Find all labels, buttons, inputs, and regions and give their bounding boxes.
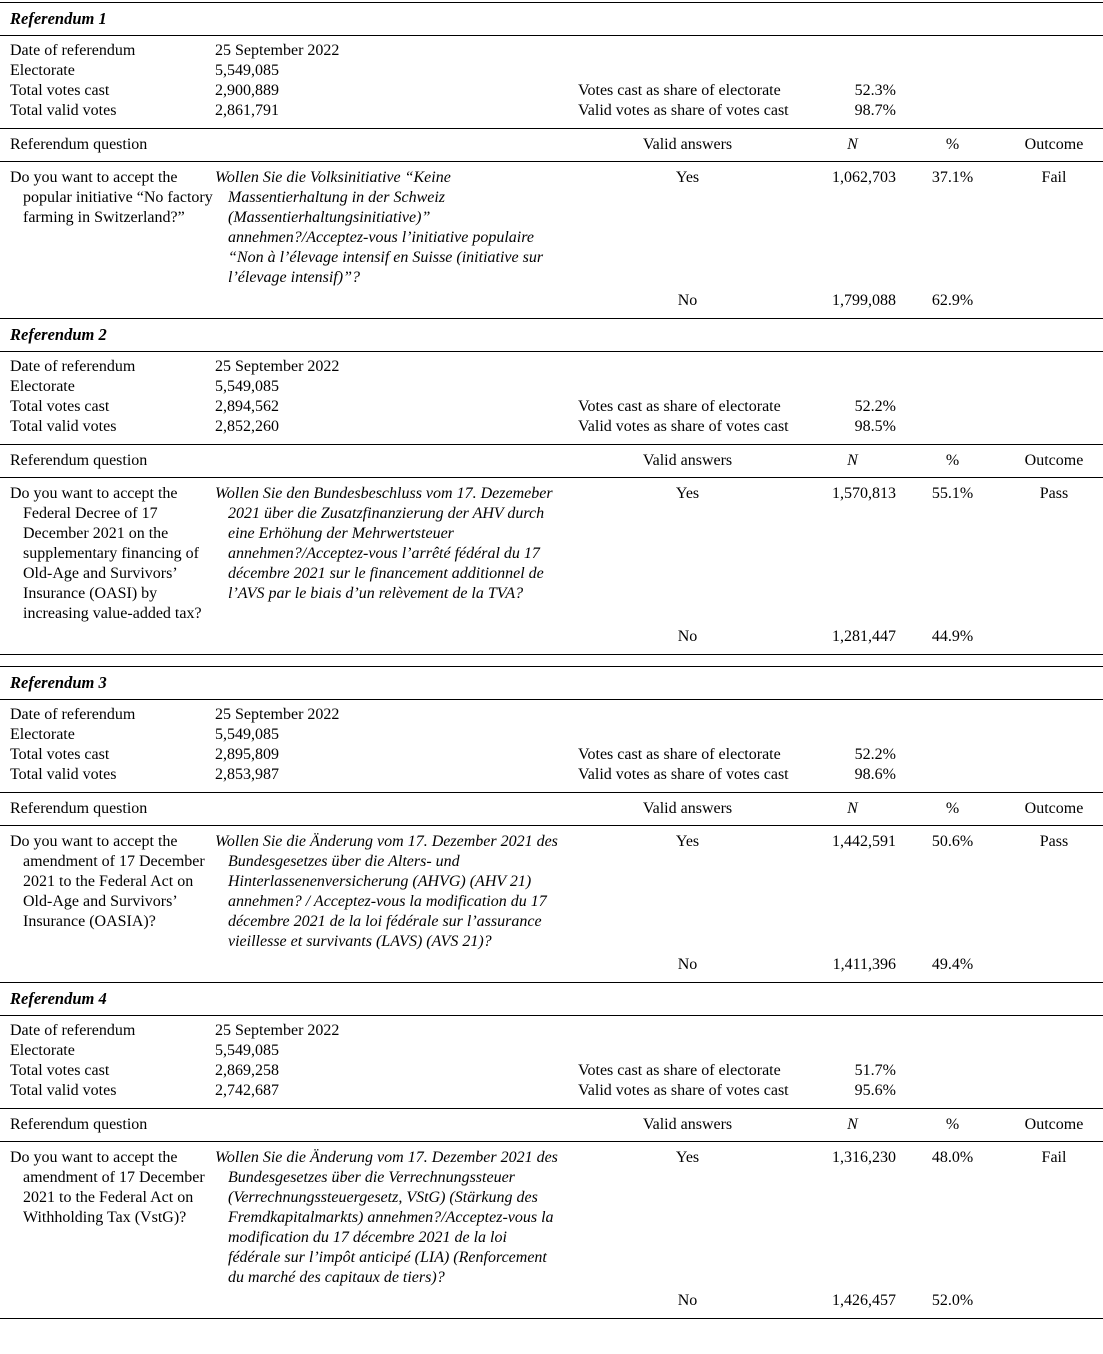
referendum-3 <box>0 666 1103 982</box>
total-valid-votes-label: Total valid votes <box>10 418 117 435</box>
valid-votes-share-value: 98.7% <box>854 102 896 119</box>
question-block <box>0 478 1103 654</box>
question-block <box>0 1142 1103 1318</box>
valid-answers-column-header: Valid answers <box>642 452 733 469</box>
document-bottom-rule <box>0 1318 1103 1319</box>
votes-cast-share-label: Votes cast as share of electorate <box>578 398 781 415</box>
section-title: Referendum 1 <box>10 9 107 28</box>
total-valid-votes-value: 2,861,791 <box>215 102 279 119</box>
percent-column-header: % <box>945 800 960 817</box>
electorate-label: Electorate <box>10 726 75 743</box>
total-votes-cast-value: 2,869,258 <box>215 1062 279 1079</box>
votes-cast-share-value: 52.3% <box>854 82 896 99</box>
no-count: 1,281,447 <box>832 628 896 645</box>
no-percent: 52.0% <box>931 1292 974 1309</box>
valid-answers-column-header: Valid answers <box>642 136 733 153</box>
section-stats <box>0 36 1103 128</box>
section-stats <box>0 700 1103 792</box>
section-stats <box>0 1016 1103 1108</box>
n-column-header: N <box>847 136 858 153</box>
votes-cast-share-label: Votes cast as share of electorate <box>578 1062 781 1079</box>
votes-cast-share-label: Votes cast as share of electorate <box>578 82 781 99</box>
total-votes-cast-value: 2,894,562 <box>215 398 279 415</box>
no-percent: 44.9% <box>931 628 974 645</box>
total-votes-cast-value: 2,900,889 <box>215 82 279 99</box>
total-votes-cast-value: 2,895,809 <box>215 746 279 763</box>
no-count: 1,799,088 <box>832 292 896 309</box>
date-label: Date of referendum <box>10 358 136 375</box>
question-english: Do you want to accept the amendment of 17 December 2021 to the Federal Act on Old-Age and Survivors’ Insurance (OASIA)? <box>10 833 205 930</box>
yes-answer-label: Yes <box>675 169 700 186</box>
total-votes-cast-label: Total votes cast <box>10 82 110 99</box>
no-answer-label: No <box>677 292 698 309</box>
no-answer-label: No <box>677 628 698 645</box>
yes-answer-label: Yes <box>675 1149 700 1166</box>
outcome-column-header: Outcome <box>1024 1116 1084 1133</box>
valid-votes-share-value: 98.5% <box>854 418 896 435</box>
question-block <box>0 162 1103 318</box>
n-column-header: N <box>847 800 858 817</box>
yes-percent: 37.1% <box>931 169 974 186</box>
yes-percent: 55.1% <box>931 485 974 502</box>
referendum-4 <box>0 982 1103 1318</box>
total-valid-votes-value: 2,853,987 <box>215 766 279 783</box>
votes-cast-share-label: Votes cast as share of electorate <box>578 746 781 763</box>
votes-cast-share-value: 52.2% <box>854 746 896 763</box>
no-count: 1,411,396 <box>832 956 896 973</box>
question-english: Do you want to accept the Federal Decree of 17 December 2021 on the supplementary financing of Old-Age and Survivors’ Insurance (OASI) by increasing value-added tax? <box>10 485 202 622</box>
total-votes-cast-label: Total votes cast <box>10 746 110 763</box>
question-original: Wollen Sie die Volksinitiative “Keine Massentierhaltung in der Schweiz (Massentierhaltungsinitiative)” annehmen?/Acceptez-vous l’initiative populaire “Non à l’élevage intensif en Suisse (initiative sur l’élevage intensif)”? <box>215 169 544 286</box>
no-answer-label: No <box>677 956 698 973</box>
outcome-value: Pass <box>1039 485 1069 502</box>
valid-votes-share-label: Valid votes as share of votes cast <box>578 1082 789 1099</box>
yes-percent: 50.6% <box>931 833 974 850</box>
section-stats <box>0 352 1103 444</box>
date-value: 25 September 2022 <box>215 706 340 723</box>
outcome-column-header: Outcome <box>1024 452 1084 469</box>
yes-count: 1,570,813 <box>832 485 896 502</box>
n-column-header: N <box>847 1116 858 1133</box>
electorate-label: Electorate <box>10 62 75 79</box>
percent-column-header: % <box>945 452 960 469</box>
column-header-row <box>0 793 1103 825</box>
percent-column-header: % <box>945 136 960 153</box>
yes-count: 1,316,230 <box>832 1149 896 1166</box>
outcome-value: Fail <box>1041 169 1067 186</box>
valid-votes-share-label: Valid votes as share of votes cast <box>578 102 789 119</box>
total-valid-votes-value: 2,852,260 <box>215 418 279 435</box>
date-label: Date of referendum <box>10 1022 136 1039</box>
section-title: Referendum 2 <box>10 325 107 344</box>
electorate-label: Electorate <box>10 378 75 395</box>
question-english: Do you want to accept the popular initiative “No factory farming in Switzerland?” <box>10 169 213 226</box>
question-original: Wollen Sie die Änderung vom 17. Dezember 2021 des Bundesgesetzes über die Alters- und Hinterlassenenversicherung (AHVG) (AHV 21) annehmen? / Acceptez-vous la modification du 17 décembre 2021 de la loi fédérale sur l’assurance vieillesse et survivants (LAVS) (AVS 21)? <box>215 833 558 950</box>
valid-votes-share-value: 95.6% <box>854 1082 896 1099</box>
column-header-row <box>0 129 1103 161</box>
question-english: Do you want to accept the amendment of 17 December 2021 to the Federal Act on Withholding Tax (VstG)? <box>10 1149 205 1226</box>
date-label: Date of referendum <box>10 42 136 59</box>
total-votes-cast-label: Total votes cast <box>10 1062 110 1079</box>
valid-votes-share-value: 98.6% <box>854 766 896 783</box>
total-valid-votes-label: Total valid votes <box>10 1082 117 1099</box>
valid-votes-share-label: Valid votes as share of votes cast <box>578 766 789 783</box>
outcome-value: Fail <box>1041 1149 1067 1166</box>
votes-cast-share-value: 52.2% <box>854 398 896 415</box>
referendum-1 <box>0 2 1103 318</box>
electorate-value: 5,549,085 <box>215 726 279 743</box>
no-count: 1,426,457 <box>832 1292 896 1309</box>
valid-answers-column-header: Valid answers <box>642 1116 733 1133</box>
total-valid-votes-label: Total valid votes <box>10 766 117 783</box>
valid-votes-share-label: Valid votes as share of votes cast <box>578 418 789 435</box>
date-label: Date of referendum <box>10 706 136 723</box>
question-column-header: Referendum question <box>10 452 148 469</box>
column-header-row <box>0 445 1103 477</box>
yes-percent: 48.0% <box>931 1149 974 1166</box>
yes-answer-label: Yes <box>675 833 700 850</box>
question-column-header: Referendum question <box>10 1116 148 1133</box>
question-column-header: Referendum question <box>10 136 148 153</box>
outcome-column-header: Outcome <box>1024 136 1084 153</box>
electorate-value: 5,549,085 <box>215 1042 279 1059</box>
electorate-value: 5,549,085 <box>215 378 279 395</box>
total-valid-votes-value: 2,742,687 <box>215 1082 279 1099</box>
valid-answers-column-header: Valid answers <box>642 800 733 817</box>
date-value: 25 September 2022 <box>215 358 340 375</box>
question-original: Wollen Sie den Bundesbeschluss vom 17. Dezemeber 2021 über die Zusatzfinanzierung der AHV durch eine Erhöhung der Mehrwertsteuer annehmen?/Acceptez-vous l’arrêté fédéral du 17 décembre 2021 sur le financement additionnel de l’AVS par le biais d’un relèvement de la TVA? <box>215 485 553 602</box>
n-column-header: N <box>847 452 858 469</box>
no-answer-label: No <box>677 1292 698 1309</box>
question-column-header: Referendum question <box>10 800 148 817</box>
date-value: 25 September 2022 <box>215 42 340 59</box>
percent-column-header: % <box>945 1116 960 1133</box>
question-original: Wollen Sie die Änderung vom 17. Dezember 2021 des Bundesgesetzes über die Verrechnungssteuer (Verrechnungssteuergesetz, VStG) (Stärkung des Fremdkapitalmarkts) annehmen?/Acceptez-vous la modification du 17 décembre 2021 de la loi fédérale sur l’impôt anticipé (LIA) (Renforcement du marché des capitaux de tiers)? <box>215 1149 558 1286</box>
yes-count: 1,062,703 <box>832 169 896 186</box>
no-percent: 49.4% <box>931 956 974 973</box>
column-header-row <box>0 1109 1103 1141</box>
outcome-value: Pass <box>1039 833 1069 850</box>
votes-cast-share-value: 51.7% <box>854 1062 896 1079</box>
total-valid-votes-label: Total valid votes <box>10 102 117 119</box>
referendum-2 <box>0 318 1103 654</box>
yes-count: 1,442,591 <box>832 833 896 850</box>
yes-answer-label: Yes <box>675 485 700 502</box>
electorate-label: Electorate <box>10 1042 75 1059</box>
table-break-gap <box>0 655 1103 666</box>
section-title: Referendum 4 <box>10 989 107 1008</box>
date-value: 25 September 2022 <box>215 1022 340 1039</box>
electorate-value: 5,549,085 <box>215 62 279 79</box>
section-title: Referendum 3 <box>10 673 107 692</box>
outcome-column-header: Outcome <box>1024 800 1084 817</box>
total-votes-cast-label: Total votes cast <box>10 398 110 415</box>
question-block <box>0 826 1103 982</box>
no-percent: 62.9% <box>931 292 974 309</box>
